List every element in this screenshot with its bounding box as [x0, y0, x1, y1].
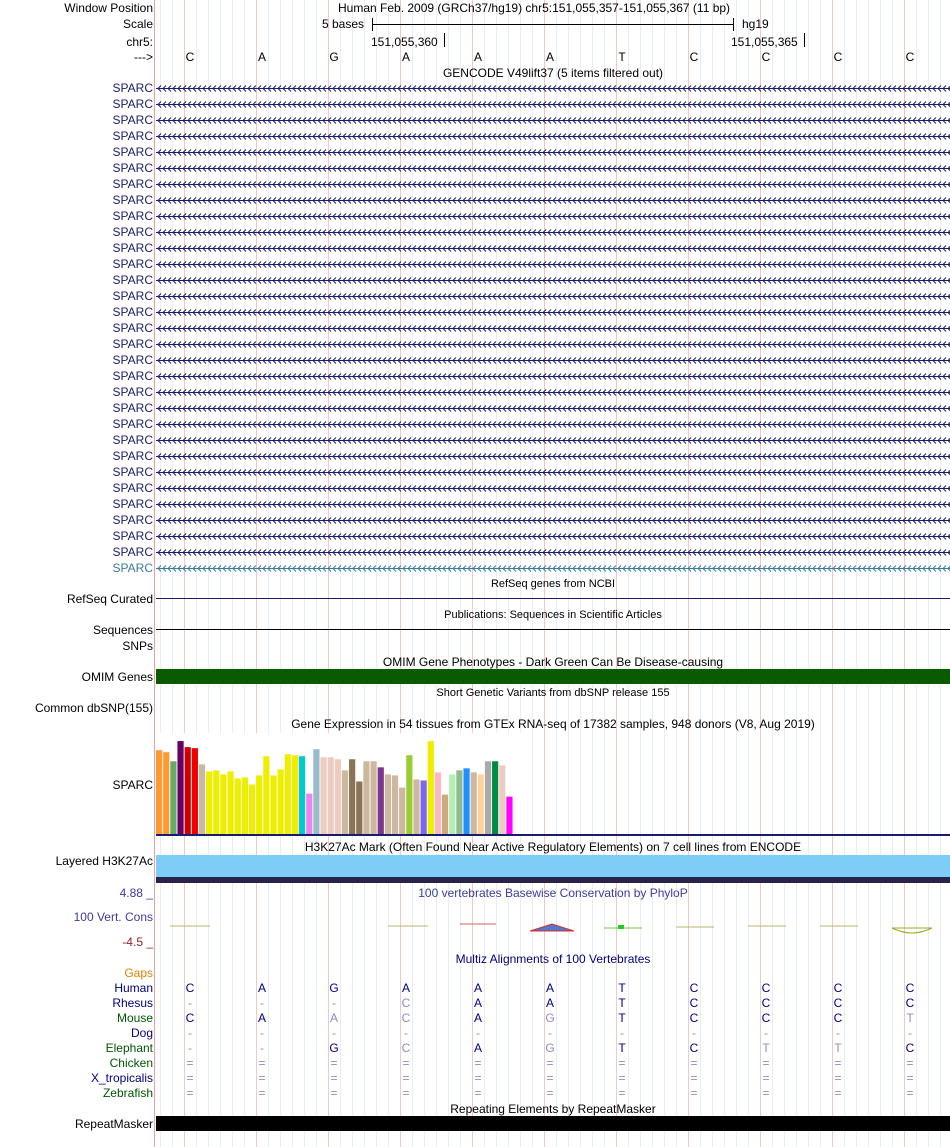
coord-left: 151,055,360 [371, 35, 438, 49]
gtex-tissue-bar[interactable] [371, 761, 377, 834]
refseq-gene-line[interactable] [156, 598, 950, 599]
gencode-transcript-feature[interactable] [156, 372, 950, 381]
gencode-transcript-label[interactable]: SPARC [112, 433, 153, 447]
gencode-transcript-feature[interactable] [156, 388, 950, 397]
gtex-tissue-bar[interactable] [335, 759, 341, 834]
multiz-base: T [618, 996, 626, 1010]
reference-base: A [473, 50, 482, 64]
reference-base: C [833, 50, 843, 64]
gtex-track-title[interactable]: Gene Expression in 54 tissues from GTEx RNA-seq of 17382 samples, 948 donors (V8, Aug 2019) [291, 717, 815, 731]
gencode-transcript-label[interactable]: SPARC [112, 241, 153, 255]
gencode-transcript-feature[interactable] [156, 212, 950, 221]
multiz-base: = [474, 1071, 482, 1085]
multiz-base: = [330, 1086, 338, 1100]
multiz-base: C [185, 981, 195, 995]
multiz-species-label[interactable]: Zebrafish [102, 1086, 153, 1100]
gtex-tissue-bar[interactable] [499, 765, 505, 834]
multiz-base: = [546, 1086, 554, 1100]
gtex-tissue-bar[interactable] [170, 761, 176, 834]
multiz-base: = [402, 1056, 410, 1070]
gtex-tissue-bar[interactable] [249, 785, 255, 834]
multiz-base: C [401, 1011, 411, 1025]
gencode-transcript-feature[interactable] [156, 548, 950, 557]
gtex-tissue-bar[interactable] [485, 761, 491, 834]
gtex-tissue-bar[interactable] [270, 775, 276, 834]
multiz-base: = [546, 1056, 554, 1070]
gencode-transcript-label[interactable]: SPARC [112, 513, 153, 527]
multiz-gaps-label[interactable]: Gaps [124, 966, 153, 980]
gtex-tissue-bar[interactable] [242, 777, 248, 834]
multiz-track-title[interactable]: Multiz Alignments of 100 Vertebrates [455, 952, 651, 966]
scale-bar [372, 24, 734, 25]
multiz-base: = [186, 1086, 194, 1100]
gtex-tissue-bar[interactable] [177, 741, 183, 834]
multiz-base: = [906, 1086, 914, 1100]
gencode-transcript-label[interactable]: SPARC [112, 145, 153, 159]
multiz-base: = [690, 1086, 698, 1100]
gencode-transcript-feature[interactable] [156, 164, 950, 173]
multiz-base: = [762, 1086, 770, 1100]
gtex-tissue-bar[interactable] [363, 761, 369, 834]
assembly-title: Human Feb. 2009 (GRCh37/hg19) chr5:151,055,357-151,055,367 (11 bp) [338, 1, 731, 15]
multiz-base: C [689, 1041, 699, 1055]
multiz-base: - [260, 1041, 264, 1055]
gtex-tissue-bar[interactable] [442, 795, 448, 834]
gencode-transcript-feature[interactable] [156, 356, 950, 365]
gencode-transcript-label[interactable]: SPARC [112, 481, 153, 495]
multiz-base: C [833, 981, 843, 995]
multiz-base: G [329, 981, 339, 995]
gtex-tissue-bar[interactable] [428, 741, 434, 834]
reference-base: C [761, 50, 771, 64]
gtex-tissue-bar[interactable] [235, 778, 241, 834]
reference-base: C [689, 50, 699, 64]
multiz-base: = [834, 1086, 842, 1100]
multiz-base: = [474, 1056, 482, 1070]
multiz-base: - [764, 1026, 768, 1040]
multiz-base: = [474, 1086, 482, 1100]
gtex-tissue-bar[interactable] [285, 754, 291, 834]
label-divider [154, 0, 155, 1147]
gtex-tissue-bar[interactable] [206, 771, 212, 834]
gencode-transcript-label[interactable]: SPARC [112, 337, 153, 351]
h3k27ac-track-title[interactable]: H3K27Ac Mark (Often Found Near Active Regulatory Elements) on 7 cell lines from ENCODE [304, 840, 802, 854]
multiz-base: T [618, 1041, 626, 1055]
gencode-transcript-label[interactable]: SPARC [112, 529, 153, 543]
gtex-tissue-bar[interactable] [478, 774, 484, 834]
multiz-base: A [473, 1041, 482, 1055]
multiz-base: = [402, 1071, 410, 1085]
scale-db: hg19 [742, 17, 769, 31]
gtex-bar-chart[interactable] [156, 733, 536, 834]
dbsnp-track-label[interactable]: Common dbSNP(155) [34, 701, 153, 715]
multiz-base: = [618, 1071, 626, 1085]
multiz-base: A [401, 981, 410, 995]
multiz-base: A [545, 981, 554, 995]
gencode-transcript-label[interactable]: SPARC [112, 401, 153, 415]
reference-base: A [545, 50, 554, 64]
phylop-max-label: 4.88 _ [119, 886, 153, 900]
reference-base: G [329, 50, 339, 64]
gencode-transcript-label[interactable]: SPARC [112, 113, 153, 127]
multiz-base: A [257, 981, 266, 995]
omim-feature-bar[interactable] [156, 669, 950, 684]
gtex-tissue-bar[interactable] [385, 774, 391, 834]
multiz-base: = [546, 1071, 554, 1085]
gencode-transcript-feature[interactable] [156, 420, 950, 429]
gencode-transcript-label[interactable]: SPARC [112, 161, 153, 175]
multiz-species-label[interactable]: Dog [130, 1026, 153, 1040]
multiz-base: - [620, 1026, 624, 1040]
phylop-track-label[interactable]: 100 Vert. Cons [73, 910, 153, 924]
gencode-transcript-feature[interactable] [156, 324, 950, 333]
multiz-base: = [762, 1071, 770, 1085]
phylop-track-title[interactable]: 100 vertebrates Basewise Conservation by PhyloP [418, 886, 688, 900]
gtex-tissue-bar[interactable] [278, 769, 284, 834]
coord-left-tick [444, 33, 445, 47]
gtex-tissue-bar[interactable] [471, 772, 477, 834]
coord-right: 151,055,365 [731, 35, 798, 49]
gencode-transcript-label[interactable]: SPARC [112, 321, 153, 335]
gencode-transcript-feature[interactable] [156, 116, 950, 125]
snps-label[interactable]: SNPs [122, 639, 153, 653]
gencode-transcript-label[interactable]: SPARC [112, 305, 153, 319]
multiz-species-label[interactable]: Rhesus [112, 996, 153, 1010]
gtex-tissue-bar[interactable] [263, 756, 269, 834]
gtex-tissue-bar[interactable] [292, 755, 298, 834]
gencode-transcript-label[interactable]: SPARC [112, 209, 153, 223]
gencode-transcript-feature[interactable] [156, 196, 950, 205]
gencode-transcript-feature[interactable] [156, 244, 950, 253]
gencode-transcript-label[interactable]: SPARC [112, 449, 153, 463]
multiz-base: - [188, 1041, 192, 1055]
scale-bar-left-tick [372, 18, 373, 31]
publications-track-label[interactable]: Sequences [92, 623, 153, 637]
coord-right-tick [804, 33, 805, 47]
gtex-tissue-bar[interactable] [156, 750, 162, 834]
multiz-base: C [905, 996, 915, 1010]
gtex-tissue-bar[interactable] [492, 761, 498, 834]
multiz-base: - [332, 996, 336, 1010]
gtex-baseline [156, 834, 950, 836]
repeatmasker-track-title[interactable]: Repeating Elements by RepeatMasker [450, 1102, 656, 1116]
multiz-base: G [329, 1041, 339, 1055]
repeatmasker-element[interactable] [156, 1116, 950, 1131]
gencode-transcript-feature[interactable] [156, 340, 950, 349]
multiz-base: G [545, 1011, 555, 1025]
gencode-transcript-label[interactable]: SPARC [112, 193, 153, 207]
gencode-transcript-feature[interactable] [156, 292, 950, 301]
reference-base: A [257, 50, 266, 64]
multiz-base: T [906, 1011, 914, 1025]
gencode-transcript-label[interactable]: SPARC [112, 417, 153, 431]
multiz-base: C [761, 996, 771, 1010]
multiz-base: = [690, 1071, 698, 1085]
gencode-transcript-label[interactable]: SPARC [112, 545, 153, 559]
gencode-transcript-feature[interactable] [156, 484, 950, 493]
multiz-base: - [836, 1026, 840, 1040]
refseq-track-title[interactable]: RefSeq genes from NCBI [490, 578, 616, 590]
gtex-tissue-bar[interactable] [349, 759, 355, 834]
phylop-mark [618, 925, 624, 929]
gencode-transcript-feature[interactable] [156, 436, 950, 445]
gencode-transcript-label[interactable]: SPARC [112, 353, 153, 367]
multiz-base: A [257, 1011, 266, 1025]
multiz-base: C [761, 1011, 771, 1025]
multiz-base: C [689, 981, 699, 995]
gencode-transcript-label[interactable]: SPARC [112, 225, 153, 239]
multiz-base: C [761, 981, 771, 995]
multiz-base: - [476, 1026, 480, 1040]
reference-base: A [401, 50, 410, 64]
gtex-tissue-bar[interactable] [413, 779, 419, 834]
gtex-tissue-bar[interactable] [220, 774, 226, 834]
multiz-base: A [473, 996, 482, 1010]
scale-bar-right-tick [733, 18, 734, 31]
gtex-tissue-bar[interactable] [449, 774, 455, 834]
multiz-base: = [762, 1056, 770, 1070]
gencode-transcript-feature[interactable] [156, 228, 950, 237]
gencode-transcript-label[interactable]: SPARC [112, 97, 153, 111]
gencode-transcript-feature[interactable] [156, 516, 950, 525]
phylop-mark [892, 928, 932, 933]
publications-line[interactable] [156, 629, 950, 630]
gencode-transcript-feature[interactable] [156, 148, 950, 157]
multiz-base: C [401, 1041, 411, 1055]
gtex-tissue-bar[interactable] [306, 794, 312, 834]
gencode-transcript-feature[interactable] [156, 452, 950, 461]
multiz-base: C [401, 996, 411, 1010]
reference-base: C [185, 50, 195, 64]
multiz-base: - [332, 1026, 336, 1040]
gtex-tissue-bar[interactable] [320, 757, 326, 834]
gtex-tissue-bar[interactable] [435, 772, 441, 834]
multiz-base: = [186, 1071, 194, 1085]
multiz-species-label[interactable]: Mouse [116, 1011, 153, 1025]
publications-track-title[interactable]: Publications: Sequences in Scientific Articles [444, 609, 662, 621]
chrom-label: chr5: [126, 35, 153, 49]
multiz-base: - [692, 1026, 696, 1040]
gencode-transcript-label[interactable]: SPARC [112, 81, 153, 95]
multiz-base: = [186, 1056, 194, 1070]
phylop-mark [530, 924, 574, 931]
multiz-base: - [548, 1026, 552, 1040]
multiz-base: C [905, 981, 915, 995]
gtex-tissue-bar[interactable] [356, 781, 362, 834]
window-position-label: Window Position [64, 1, 153, 15]
multiz-base: T [618, 1011, 626, 1025]
gencode-transcript-feature[interactable] [156, 84, 950, 93]
multiz-base: A [473, 1011, 482, 1025]
h3k27ac-signal[interactable] [156, 855, 950, 877]
multiz-species-label[interactable]: Chicken [109, 1056, 153, 1070]
reference-base: T [618, 50, 626, 64]
reference-base: C [905, 50, 915, 64]
phylop-wiggle[interactable] [156, 900, 950, 940]
gtex-tissue-bar[interactable] [185, 747, 191, 834]
multiz-base: T [618, 981, 626, 995]
gencode-transcript-feature[interactable] [156, 308, 950, 317]
multiz-base: C [689, 1011, 699, 1025]
gencode-transcript-label[interactable]: SPARC [112, 177, 153, 191]
repeatmasker-track-label[interactable]: RepeatMasker [74, 1117, 153, 1131]
multiz-base: T [762, 1041, 770, 1055]
multiz-base: - [260, 996, 264, 1010]
gencode-transcript-feature[interactable] [156, 276, 950, 285]
dbsnp-track-title[interactable]: Short Genetic Variants from dbSNP release 155 [436, 687, 670, 699]
gtex-tissue-bar[interactable] [392, 775, 398, 834]
gencode-transcript-label[interactable]: SPARC [112, 257, 153, 271]
gtex-tissue-bar[interactable] [163, 752, 169, 834]
gtex-tissue-bar[interactable] [213, 770, 219, 834]
multiz-base: C [905, 1041, 915, 1055]
multiz-base: = [834, 1056, 842, 1070]
gtex-tissue-bar[interactable] [299, 756, 305, 834]
multiz-base: C [833, 1011, 843, 1025]
multiz-base: = [402, 1086, 410, 1100]
h3k27ac-track-label[interactable]: Layered H3K27Ac [55, 854, 153, 868]
gtex-tissue-bar[interactable] [192, 748, 198, 834]
gtex-tissue-bar[interactable] [463, 768, 469, 834]
multiz-species-label[interactable]: Human [114, 981, 153, 995]
phylop-min-label: -4.5 _ [122, 935, 153, 949]
h3k27ac-bottom-band [156, 877, 950, 883]
omim-track-title[interactable]: OMIM Gene Phenotypes - Dark Green Can Be Disease-causing [382, 655, 724, 669]
multiz-base: A [545, 996, 554, 1010]
gtex-tissue-bar[interactable] [342, 770, 348, 834]
multiz-base: C [689, 996, 699, 1010]
multiz-base: A [329, 1011, 338, 1025]
gencode-transcript-label[interactable]: SPARC [112, 561, 153, 575]
gencode-track-title[interactable]: GENCODE V49lift37 (5 items filtered out) [442, 66, 664, 80]
gtex-tissue-bar[interactable] [421, 780, 427, 834]
gencode-transcript-feature[interactable] [156, 468, 950, 477]
scale-text: 5 bases [322, 17, 365, 31]
refseq-track-label[interactable]: RefSeq Curated [66, 592, 153, 606]
gtex-tissue-bar[interactable] [378, 767, 384, 834]
multiz-base: = [258, 1086, 266, 1100]
multiz-base: - [188, 996, 192, 1010]
multiz-base: = [834, 1071, 842, 1085]
gtex-tissue-bar[interactable] [228, 771, 234, 834]
multiz-base: = [906, 1071, 914, 1085]
gtex-track-label[interactable]: SPARC [112, 778, 153, 792]
multiz-base: = [258, 1071, 266, 1085]
multiz-base: C [185, 1011, 195, 1025]
gencode-transcript-feature[interactable] [156, 260, 950, 269]
multiz-base: = [906, 1056, 914, 1070]
multiz-base: = [618, 1086, 626, 1100]
gtex-tissue-bar[interactable] [256, 775, 262, 834]
gencode-transcript-label[interactable]: SPARC [112, 465, 153, 479]
multiz-base: G [545, 1041, 555, 1055]
gencode-transcript-label[interactable]: SPARC [112, 289, 153, 303]
gtex-tissue-bar[interactable] [406, 755, 412, 834]
multiz-base: - [404, 1026, 408, 1040]
multiz-base: C [833, 996, 843, 1010]
multiz-base: A [473, 981, 482, 995]
multiz-base: = [690, 1056, 698, 1070]
multiz-base: = [330, 1056, 338, 1070]
gencode-transcript-feature[interactable] [156, 404, 950, 413]
multiz-species-label[interactable]: Elephant [105, 1041, 153, 1055]
multiz-base: = [618, 1056, 626, 1070]
multiz-species-label[interactable]: X_tropicalis [90, 1071, 153, 1085]
gencode-transcript-feature[interactable] [156, 500, 950, 509]
scale-label: Scale [122, 17, 153, 31]
gencode-transcript-label[interactable]: SPARC [112, 273, 153, 287]
multiz-base: T [834, 1041, 842, 1055]
gencode-transcript-label[interactable]: SPARC [112, 497, 153, 511]
gtex-tissue-bar[interactable] [399, 788, 405, 834]
gtex-tissue-bar[interactable] [328, 757, 334, 834]
multiz-base: - [908, 1026, 912, 1040]
gencode-transcript-feature[interactable] [156, 532, 950, 541]
gencode-transcript-label[interactable]: SPARC [112, 129, 153, 143]
multiz-base: = [258, 1056, 266, 1070]
gtex-tissue-bar[interactable] [313, 749, 319, 834]
multiz-base: - [260, 1026, 264, 1040]
gencode-transcript-feature[interactable] [156, 100, 950, 109]
gtex-tissue-bar[interactable] [506, 797, 512, 834]
gencode-transcript-label[interactable]: SPARC [112, 385, 153, 399]
gencode-transcript-label[interactable]: SPARC [112, 369, 153, 383]
gtex-tissue-bar[interactable] [199, 764, 205, 834]
gtex-tissue-bar[interactable] [456, 770, 462, 834]
gencode-transcript-feature[interactable] [156, 132, 950, 141]
gencode-transcript-feature[interactable] [156, 564, 950, 573]
multiz-base: = [330, 1071, 338, 1085]
gencode-transcript-feature[interactable] [156, 180, 950, 189]
strand-label: ---> [134, 50, 153, 64]
omim-track-label[interactable]: OMIM Genes [81, 670, 153, 684]
multiz-base: - [188, 1026, 192, 1040]
